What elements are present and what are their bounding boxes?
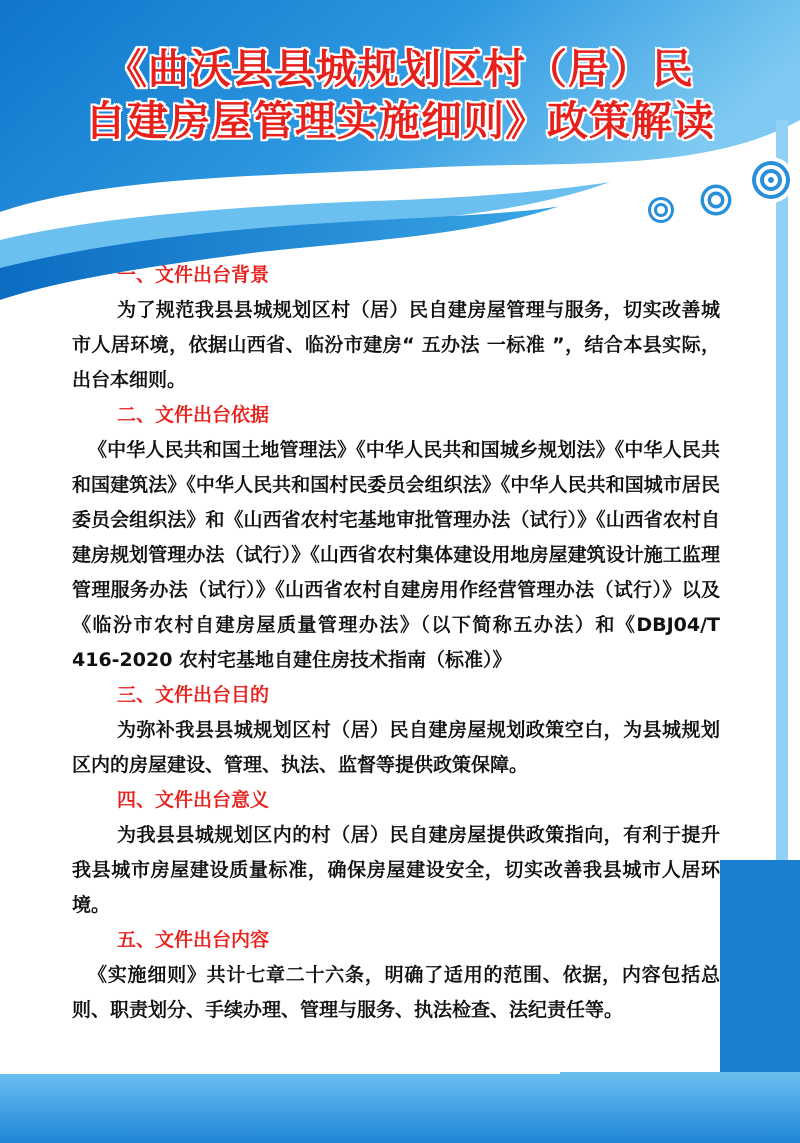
section-basis (72, 398, 720, 678)
page-title-line-2: 自建房屋管理实施细则》政策解读 (85, 97, 715, 145)
section-body: 为弥补我县县城规划区村（居）民自建房屋规划政策空白，为县城规划区内的房屋建设、管理、执法、监督等提供政策保障。 (72, 719, 720, 776)
concentric-circle-icon (748, 157, 794, 203)
section-heading: 一、文件出台背景 (117, 264, 270, 286)
section-heading: 五、文件出台内容 (117, 929, 270, 951)
concentric-circle-icon (697, 181, 735, 219)
bottom-band (0, 1072, 800, 1143)
section-contents (72, 923, 720, 1028)
section-heading: 二、文件出台依据 (117, 404, 270, 426)
section-background (72, 258, 720, 398)
concentric-circle-icon (645, 194, 677, 226)
section-heading: 三、文件出台目的 (117, 684, 270, 706)
section-body: 《实施细则》共计七章二十六条，明确了适用的范围、依据，内容包括总则、职责划分、手续办理、管理与服务、执法检查、法纪责任等。 (72, 964, 720, 1021)
policy-content (72, 258, 720, 1028)
section-heading: 四、文件出台意义 (117, 789, 270, 811)
page-title-line-1: 《曲沃县县城规划区村（居）民 (106, 45, 694, 93)
section-body: 《中华人民共和国土地管理法》《中华人民共和国城乡规划法》《中华人民共和国建筑法》《中华人民共和国村民委员会组织法》《中华人民共和国城市居民委员会组织法》和《山西省农村宅基地审批管理办法（试行）》《山西省农村自建房规划管理办法（试行）》《山西省农村集体建设用地房屋建筑设计施工监理管理服务办法（试行）》《山西省农村自建房用作经营管理办法（试行）》以及《临汾市农村自建房屋质量管理办法》（以下简称五办法）和《DBJ04/T 416-2020 农村宅基地自建住房技术指南（标准）》 (72, 439, 720, 671)
section-body: 为了规范我县县城规划区村（居）民自建房屋管理与服务，切实改善城市人居环境，依据山西省、临汾市建房“ 五办法 一标准 ”，结合本县实际，出台本细则。 (72, 299, 720, 391)
right-strip (776, 120, 788, 880)
section-significance (72, 783, 720, 923)
section-body: 为我县县城规划区内的村（居）民自建房屋提供政策指向，有利于提升我县城市房屋建设质量标准，确保房屋建设安全，切实改善我县城市人居环境。 (72, 824, 720, 916)
section-purpose (72, 678, 720, 783)
